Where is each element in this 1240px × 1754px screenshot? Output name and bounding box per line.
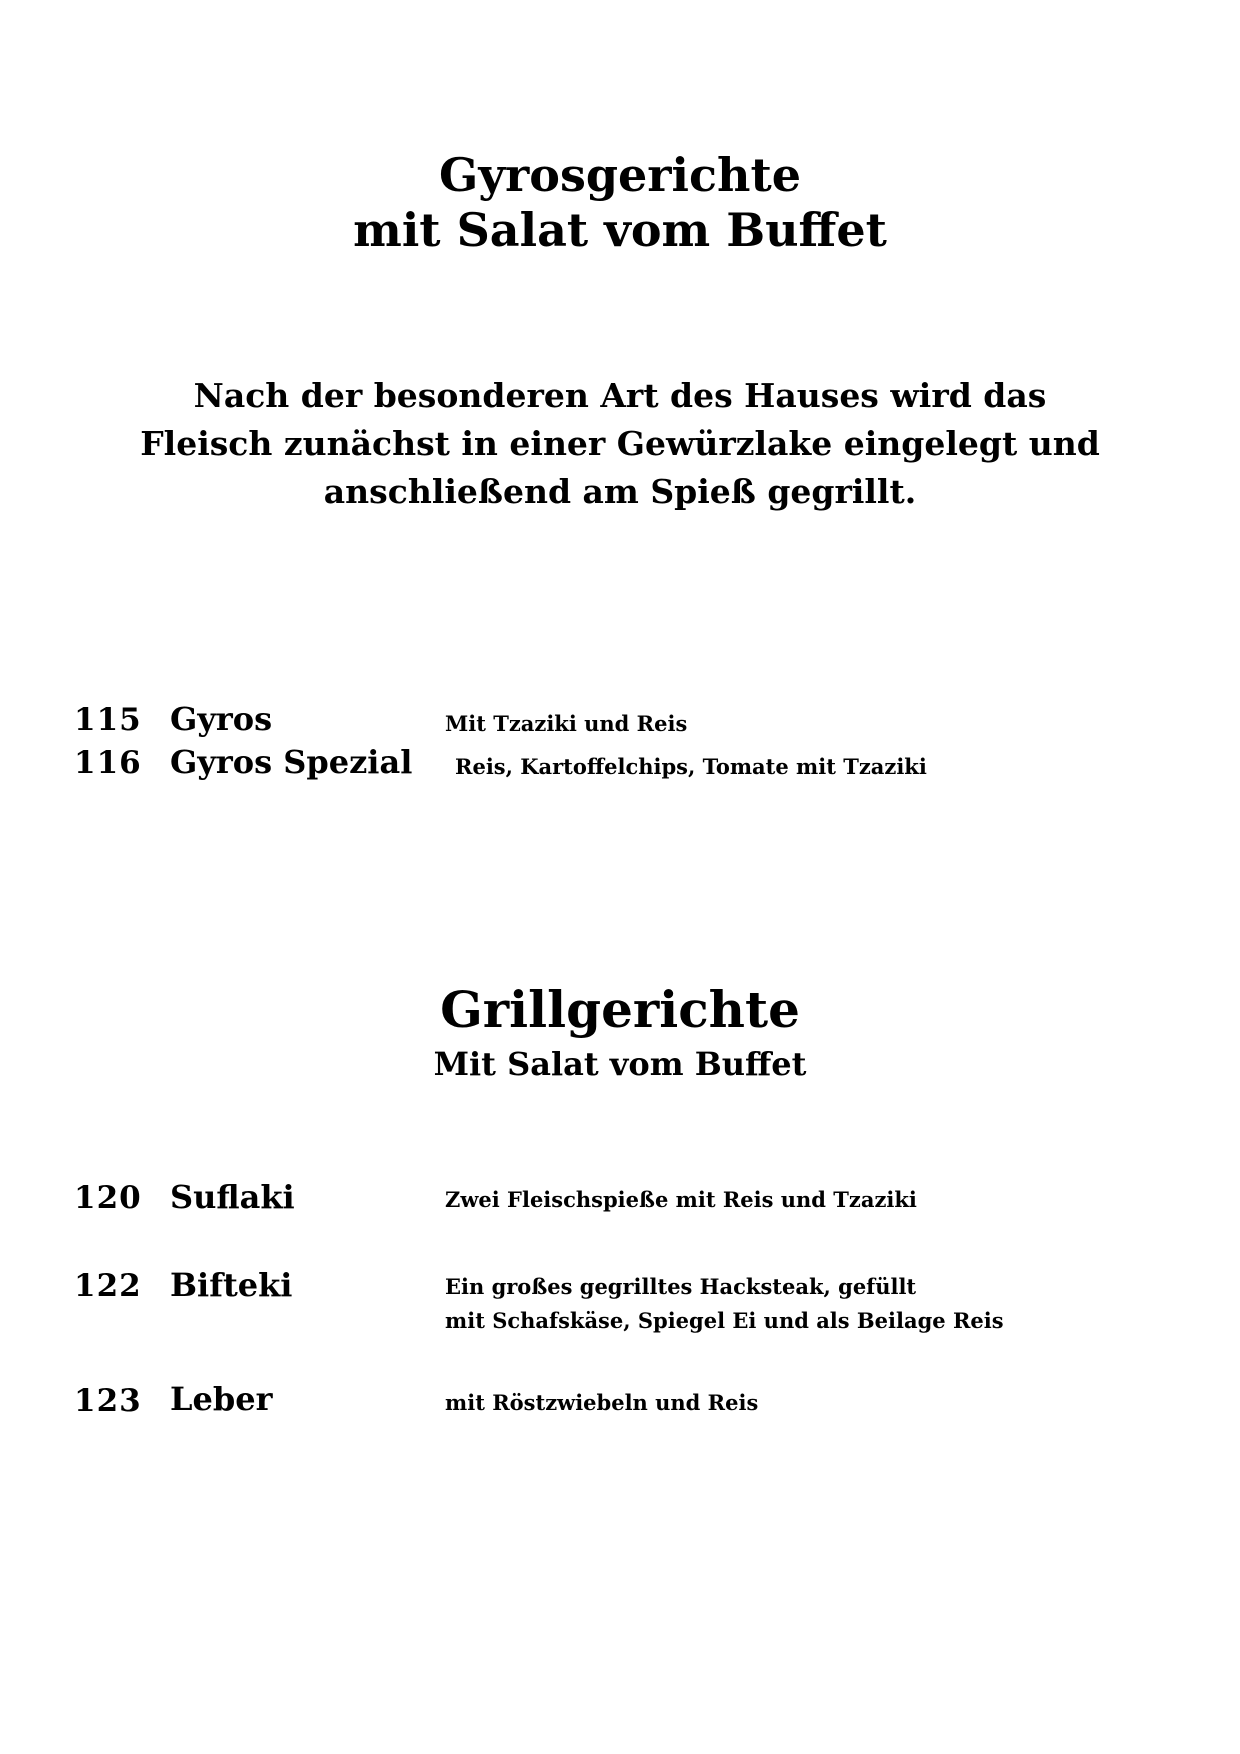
item-description: mit Röstzwiebeln und Reis bbox=[445, 1390, 759, 1415]
grill-section-title: Grillgerichte bbox=[440, 980, 800, 1039]
item-description: Mit Tzaziki und Reis bbox=[445, 711, 688, 736]
gyros-title-line1: Gyrosgerichte bbox=[439, 148, 801, 202]
intro-line3: anschließend am Spieß gegrillt. bbox=[323, 472, 917, 511]
item-description: Reis, Kartoffelchips, Tomate mit Tzaziki bbox=[455, 754, 927, 779]
item-description-line1: Ein großes gegrilltes Hacksteak, gefüllt bbox=[445, 1274, 917, 1299]
item-number: 122 bbox=[74, 1268, 142, 1304]
intro-line2: Fleisch zunächst in einer Gewürzlake eingelegt und bbox=[140, 424, 1100, 463]
gyros-title-line2: mit Salat vom Buffet bbox=[353, 203, 887, 258]
item-description: Zwei Fleischspieße mit Reis und Tzaziki bbox=[445, 1187, 917, 1212]
grill-section-subtitle: Mit Salat vom Buffet bbox=[433, 1045, 807, 1083]
item-number: 115 bbox=[74, 702, 142, 738]
item-name: Gyros Spezial bbox=[170, 743, 413, 781]
item-name: Suflaki bbox=[170, 1178, 295, 1216]
intro-line1: Nach der besonderen Art des Hauses wird das bbox=[193, 376, 1047, 415]
item-number: 123 bbox=[74, 1383, 142, 1419]
item-number: 120 bbox=[74, 1180, 142, 1216]
item-number: 116 bbox=[74, 745, 142, 781]
item-description-line2: mit Schafskäse, Spiegel Ei und als Beilage Reis bbox=[445, 1308, 1004, 1333]
item-name: Leber bbox=[170, 1380, 273, 1418]
item-name: Bifteki bbox=[170, 1266, 293, 1304]
gyros-intro-text bbox=[0, 372, 1240, 516]
item-name: Gyros bbox=[170, 700, 273, 738]
gyros-section-title bbox=[0, 148, 1240, 258]
